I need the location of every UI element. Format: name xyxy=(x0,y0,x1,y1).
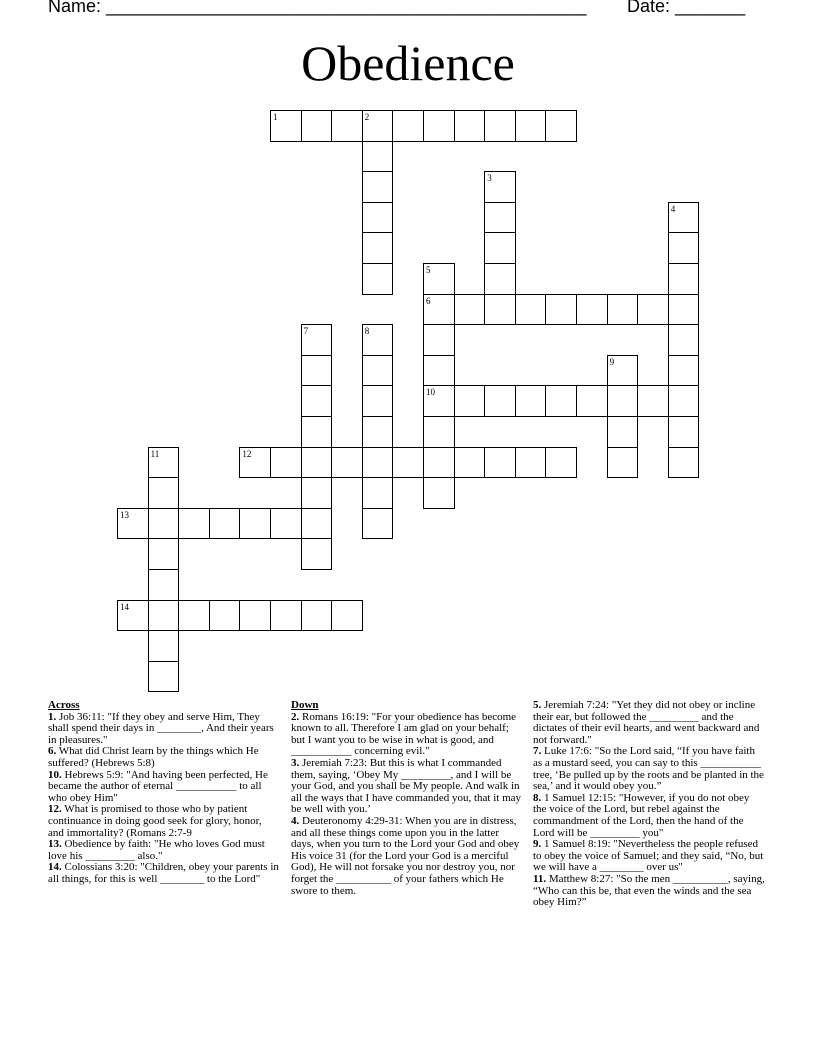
crossword-cell[interactable] xyxy=(239,447,271,479)
clue-number: 9. xyxy=(533,838,542,851)
clue-item xyxy=(533,874,765,909)
crossword-cell[interactable] xyxy=(270,447,302,479)
cell-number: 2 xyxy=(364,112,370,122)
cell-number: 5 xyxy=(426,265,431,275)
crossword-cell[interactable] xyxy=(576,294,608,326)
cell-number: 12 xyxy=(242,448,252,459)
clue-text: Obedience by faith: "He who loves God must love his _________ also." xyxy=(48,838,265,862)
crossword-cell[interactable] xyxy=(362,385,394,417)
clue-item xyxy=(48,862,280,885)
name-field-label[interactable]: Name: ________________________________________________ xyxy=(48,0,587,16)
crossword-cell[interactable] xyxy=(668,202,700,234)
crossword-cell[interactable] xyxy=(545,294,577,326)
clue-item xyxy=(533,793,765,839)
crossword-cell[interactable] xyxy=(392,447,424,479)
crossword-cell[interactable] xyxy=(301,385,333,417)
crossword-cell[interactable] xyxy=(362,324,394,356)
clue-number: 13. xyxy=(48,838,62,851)
crossword-cell[interactable] xyxy=(239,508,271,540)
clue-item xyxy=(48,804,280,839)
crossword-cell[interactable] xyxy=(607,416,639,448)
crossword-cell[interactable] xyxy=(301,477,333,509)
crossword-cell[interactable] xyxy=(668,355,700,387)
down-clues-column-1 xyxy=(291,700,523,897)
cell-number: 1 xyxy=(273,112,278,122)
clue-item xyxy=(48,712,280,747)
cell-number: 13 xyxy=(120,509,129,520)
crossword-cell[interactable] xyxy=(515,110,547,142)
crossword-cell[interactable] xyxy=(209,508,241,540)
crossword-cell[interactable] xyxy=(301,447,333,479)
crossword-cell[interactable] xyxy=(484,263,516,295)
crossword-cell[interactable] xyxy=(362,171,394,203)
crossword-cell[interactable] xyxy=(148,447,180,479)
clue-number: 12. xyxy=(48,803,62,816)
crossword-cell[interactable] xyxy=(607,355,639,387)
clue-item xyxy=(48,770,280,805)
crossword-cell[interactable] xyxy=(362,447,394,479)
crossword-cell[interactable] xyxy=(668,232,700,264)
crossword-cell[interactable] xyxy=(454,447,486,479)
clue-number: 14. xyxy=(48,861,62,874)
crossword-cell[interactable] xyxy=(362,263,394,295)
crossword-cell[interactable] xyxy=(454,385,486,417)
crossword-cell[interactable] xyxy=(545,447,577,479)
clue-number: 1. xyxy=(48,710,57,723)
crossword-cell[interactable] xyxy=(301,416,333,448)
crossword-cell[interactable] xyxy=(148,661,180,693)
crossword-cell[interactable] xyxy=(484,447,516,479)
crossword-cell[interactable] xyxy=(362,477,394,509)
clue-number: 5. xyxy=(533,699,542,711)
crossword-cell[interactable] xyxy=(484,202,516,234)
across-heading: Across xyxy=(48,699,80,711)
crossword-cell[interactable] xyxy=(423,294,455,326)
crossword-cell[interactable] xyxy=(148,477,180,509)
crossword-cell[interactable] xyxy=(362,110,394,142)
crossword-cell[interactable] xyxy=(576,385,608,417)
crossword-cell[interactable] xyxy=(117,508,149,540)
crossword-cell[interactable] xyxy=(668,447,700,479)
crossword-cell[interactable] xyxy=(484,232,516,264)
crossword-cell[interactable] xyxy=(362,141,394,173)
crossword-cell[interactable] xyxy=(423,447,455,479)
clue-text: Deuteronomy 4:29-31: When you are in distress, and all these things come upon you in the latter days, when you turn to the Lord your God and obey His voice 31 (for the Lord your God is a merciful God), He will not forsake you nor destroy you, nor forget the __________ of your fathers which He swore to them. xyxy=(291,814,520,897)
crossword-cell[interactable] xyxy=(301,355,333,387)
crossword-cell[interactable] xyxy=(515,294,547,326)
clue-text: Job 36:11: "If they obey and serve Him, They shall spend their days in ________, And their years in pleasures." xyxy=(48,710,274,746)
date-field-label[interactable]: Date: _______ xyxy=(627,0,746,16)
clue-item xyxy=(48,839,280,862)
cell-number: 4 xyxy=(670,203,676,214)
down-heading: Down xyxy=(291,699,319,711)
crossword-cell[interactable] xyxy=(668,263,700,295)
clue-number: 7. xyxy=(533,745,542,758)
cell-number: 3 xyxy=(487,173,492,184)
clue-number: 8. xyxy=(533,791,542,804)
clue-item xyxy=(533,839,765,874)
crossword-cell[interactable] xyxy=(362,232,394,264)
clue-text: Matthew 8:27: "So the men __________, saying, “Who can this be, that even the winds and the sea obey Him?” xyxy=(533,872,765,909)
crossword-cell[interactable] xyxy=(637,385,669,417)
clue-text: Romans 16:19: "For your obedience has become known to all. Therefore I am glad on your behalf; but I want you to be wise in what is good, and ___________ concerning evil." xyxy=(291,710,517,758)
crossword-cell[interactable] xyxy=(117,600,149,632)
crossword-cell[interactable] xyxy=(484,294,516,326)
crossword-cell[interactable] xyxy=(148,508,180,540)
crossword-cell[interactable] xyxy=(301,110,333,142)
crossword-cell[interactable] xyxy=(515,447,547,479)
cell-number: 8 xyxy=(364,326,370,337)
crossword-cell[interactable] xyxy=(362,355,394,387)
crossword-cell[interactable] xyxy=(454,110,486,142)
crossword-cell[interactable] xyxy=(668,416,700,448)
crossword-cell[interactable] xyxy=(178,600,210,632)
clue-number: 11. xyxy=(533,872,547,885)
crossword-cell[interactable] xyxy=(484,110,516,142)
crossword-cell[interactable] xyxy=(270,110,302,142)
clue-text: What did Christ learn by the things which He suffered? (Hebrews 5:8) xyxy=(48,745,259,769)
page-title: Obedience xyxy=(301,35,515,91)
crossword-cell[interactable] xyxy=(607,447,639,479)
clue-text: What is promised to those who by patient continuance in doing good seek for glory, honor, and immortality? (Romans 2:7-9 xyxy=(48,803,262,839)
clue-text: Hebrews 5:9: "And having been perfected, He became the author of eternal ___________ to all who obey Him" xyxy=(48,768,268,804)
clue-number: 10. xyxy=(48,768,62,781)
crossword-cell[interactable] xyxy=(331,110,363,142)
crossword-cell[interactable] xyxy=(423,477,455,509)
cell-number: 11 xyxy=(150,448,160,459)
crossword-cell[interactable] xyxy=(423,263,455,295)
crossword-cell[interactable] xyxy=(362,508,394,540)
crossword-cell[interactable] xyxy=(148,630,180,662)
clue-number: 2. xyxy=(291,710,300,723)
crossword-cell[interactable] xyxy=(454,294,486,326)
crossword-cell[interactable] xyxy=(301,600,333,632)
clue-number: 6. xyxy=(48,745,57,758)
crossword-cell[interactable] xyxy=(270,508,302,540)
crossword-cell[interactable] xyxy=(668,324,700,356)
clue-text: Jeremiah 7:23: But this is what I commanded them, saying, ‘Obey My _________, and I will be your God, and you shall be My people. And walk in all the ways that I have commanded you, that it may be well with you.’ xyxy=(291,756,522,816)
crossword-cell[interactable] xyxy=(423,355,455,387)
clue-text: Luke 17:6: "So the Lord said, “If you have faith as a mustard seed, you can say to this ___________ tree, ‘Be pulled up by the roots and be planted in the sea,’ and it would obey you.” xyxy=(533,745,764,793)
crossword-cell[interactable] xyxy=(515,385,547,417)
crossword-cell[interactable] xyxy=(331,600,363,632)
crossword-cell[interactable] xyxy=(362,202,394,234)
crossword-cell[interactable] xyxy=(423,324,455,356)
clue-item xyxy=(291,816,523,897)
crossword-cell[interactable] xyxy=(423,110,455,142)
crossword-cell[interactable] xyxy=(148,600,180,632)
cell-number: 9 xyxy=(609,356,615,367)
clue-text: 1 Samuel 8:19: "Nevertheless the people refused to obey the voice of Samuel; and they said, “No, but we will have a ________ over us" xyxy=(533,838,764,874)
clue-number: 3. xyxy=(291,756,300,769)
crossword-cell[interactable] xyxy=(148,569,180,601)
crossword-cell[interactable] xyxy=(301,508,333,540)
crossword-cell[interactable] xyxy=(668,294,700,326)
crossword-cell[interactable] xyxy=(392,110,424,142)
clue-item xyxy=(48,746,280,769)
crossword-cell[interactable] xyxy=(270,600,302,632)
cell-number: 14 xyxy=(120,601,129,612)
across-clues-column xyxy=(48,700,280,886)
crossword-cell[interactable] xyxy=(484,385,516,417)
clue-item xyxy=(533,746,765,792)
clue-number: 4. xyxy=(291,814,300,827)
cell-number: 10 xyxy=(426,387,435,398)
crossword-cell[interactable] xyxy=(301,538,333,570)
clue-item xyxy=(291,758,523,816)
crossword-cell[interactable] xyxy=(301,324,333,356)
crossword-cell[interactable] xyxy=(423,416,455,448)
crossword-cell[interactable] xyxy=(668,385,700,417)
crossword-cell[interactable] xyxy=(484,171,516,203)
crossword-cell[interactable] xyxy=(423,385,455,417)
crossword-cell[interactable] xyxy=(148,538,180,570)
clue-text: Jeremiah 7:24: "Yet they did not obey or incline their ear, but followed the _________ and the dictates of their evil hearts, and went backward and not forward." xyxy=(533,699,760,746)
crossword-cell[interactable] xyxy=(637,294,669,326)
crossword-cell[interactable] xyxy=(239,600,271,632)
clue-item xyxy=(533,700,765,746)
crossword-cell[interactable] xyxy=(362,416,394,448)
down-clues-column-2 xyxy=(533,700,765,909)
crossword-cell[interactable] xyxy=(331,447,363,479)
cell-number: 7 xyxy=(303,326,309,337)
crossword-cell[interactable] xyxy=(209,600,241,632)
crossword-cell[interactable] xyxy=(545,110,577,142)
crossword-cell[interactable] xyxy=(607,385,639,417)
crossword-cell[interactable] xyxy=(545,385,577,417)
crossword-cell[interactable] xyxy=(607,294,639,326)
crossword-cell[interactable] xyxy=(178,508,210,540)
cell-number: 6 xyxy=(426,295,431,306)
clue-text: 1 Samuel 12:15: "However, if you do not obey the voice of the Lord, but rebel against the commandment of the Lord, then the hand of the Lord will be _________ you" xyxy=(533,791,750,839)
clue-text: Colossians 3:20: "Children, obey your parents in all things, for this is well ________ to the Lord" xyxy=(48,861,279,885)
clue-item xyxy=(291,712,523,758)
